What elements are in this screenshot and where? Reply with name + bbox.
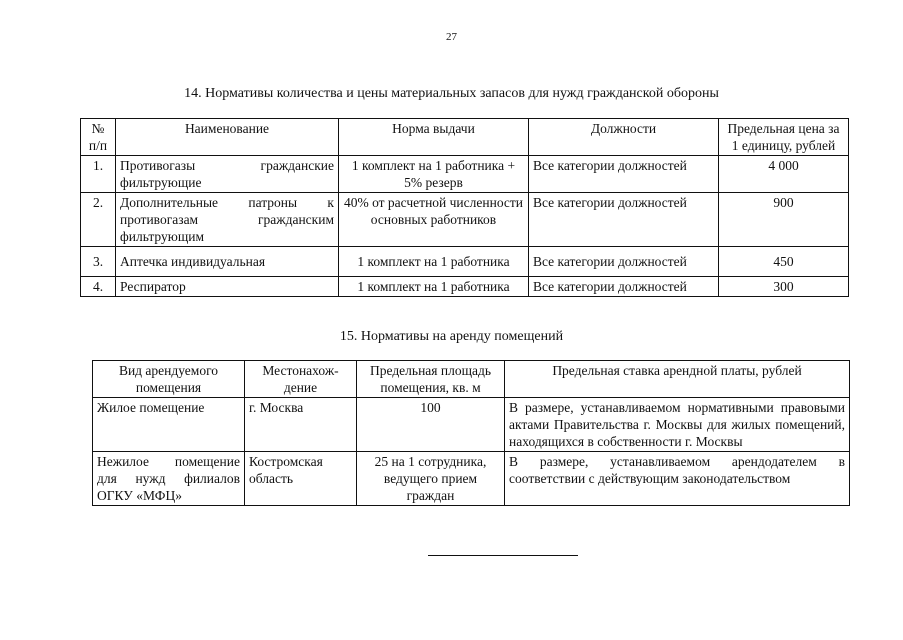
- table-cell: 100: [357, 398, 505, 452]
- table-header-row: [93, 361, 850, 398]
- table-cell: 1.: [81, 156, 116, 193]
- table-cell: 3.: [81, 247, 116, 277]
- header-cell: Вид арендуемого помещения: [93, 361, 245, 398]
- table-row: [93, 452, 850, 506]
- table-cell: 1 комплект на 1 работника + 5% резерв: [339, 156, 529, 193]
- table-cell: Все категории должностей: [529, 193, 719, 247]
- table-cell: 40% от расчетной численности основных работников: [339, 193, 529, 247]
- table-cell: В размере, устанавливаемом нормативными правовыми актами Правительства г. Москвы для жилых помещений, находящихся в собственности г. Москвы: [505, 398, 850, 452]
- table-header-row: [81, 119, 849, 156]
- table-row: [81, 247, 849, 277]
- section-15-title: 15. Нормативы на аренду помещений: [339, 329, 564, 344]
- table-row: [93, 398, 850, 452]
- header-cell: Предельная цена за 1 единицу, рублей: [719, 119, 849, 156]
- table-cell: Все категории должностей: [529, 277, 719, 297]
- table-cell: г. Москва: [245, 398, 357, 452]
- separator-line: [428, 555, 578, 556]
- table-cell: Все категории должностей: [529, 156, 719, 193]
- table-row: [81, 156, 849, 193]
- page-number: 27: [446, 31, 457, 43]
- table-cell: 25 на 1 сотрудника, ведущего прием граждан: [357, 452, 505, 506]
- table-cell: Жилое помещение: [93, 398, 245, 452]
- table-cell: 4 000: [719, 156, 849, 193]
- header-cell: Наименование: [116, 119, 339, 156]
- table-cell: В размере, устанавливаемом арендодателем в соответствии с действующим законодательством: [505, 452, 850, 506]
- header-cell: Предельная площадь помещения, кв. м: [357, 361, 505, 398]
- table-row: [81, 193, 849, 247]
- materials-table: [80, 118, 849, 297]
- table-cell: 450: [719, 247, 849, 277]
- table-cell: Костромская область: [245, 452, 357, 506]
- header-cell: Норма выдачи: [339, 119, 529, 156]
- header-cell: Должности: [529, 119, 719, 156]
- section-14-title: 14. Нормативы количества и цены материальных запасов для нужд гражданской обороны: [184, 86, 719, 101]
- header-cell: Местонахож-дение: [245, 361, 357, 398]
- table-cell: Дополнительные патроны к противогазам гражданским фильтрующим: [116, 193, 339, 247]
- table-cell: Аптечка индивидуальная: [116, 247, 339, 277]
- table-cell: 1 комплект на 1 работника: [339, 247, 529, 277]
- header-cell: Предельная ставка арендной платы, рублей: [505, 361, 850, 398]
- table-cell: 300: [719, 277, 849, 297]
- table-cell: 1 комплект на 1 работника: [339, 277, 529, 297]
- table-cell: Противогазы гражданские фильтрующие: [116, 156, 339, 193]
- table-cell: 900: [719, 193, 849, 247]
- table-cell: Респиратор: [116, 277, 339, 297]
- table-cell: Нежилое помещение для нужд филиалов ОГКУ «МФЦ»: [93, 452, 245, 506]
- table-cell: 2.: [81, 193, 116, 247]
- table-row: [81, 277, 849, 297]
- rent-table: [92, 360, 850, 506]
- table-cell: 4.: [81, 277, 116, 297]
- header-cell: № п/п: [81, 119, 116, 156]
- table-cell: Все категории должностей: [529, 247, 719, 277]
